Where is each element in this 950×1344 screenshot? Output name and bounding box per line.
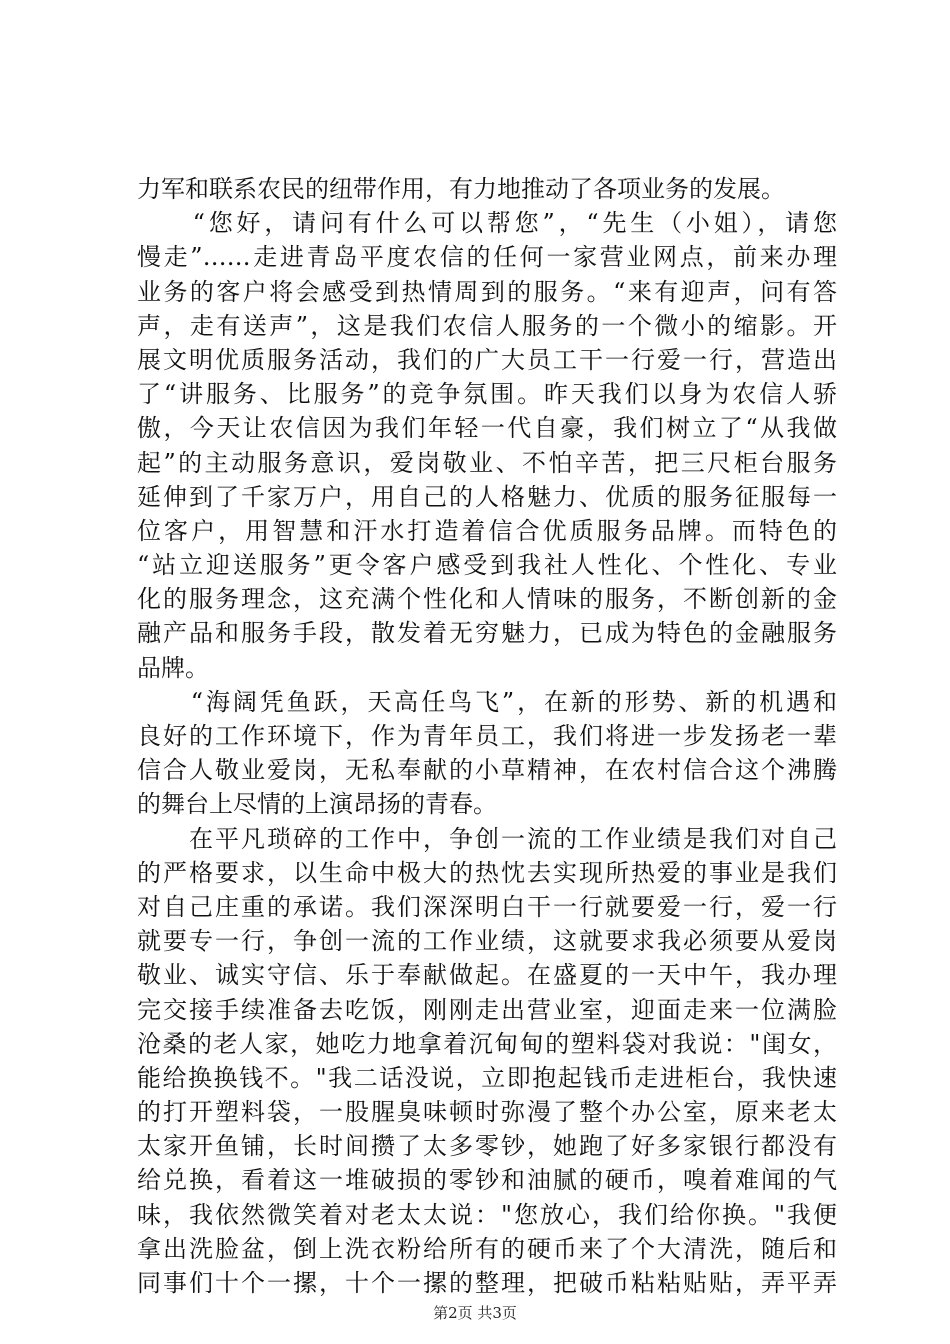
text-line: 拿出洗脸盆，倒上洗衣粉给所有的硬币来了个大清洗，随后和 <box>137 1234 837 1263</box>
text-line: 信合人敬业爱岗，无私奉献的小草精神，在农村信合这个沸腾 <box>137 756 837 785</box>
text-line: 对自己庄重的承诺。我们深深明白干一行就要爱一行，爱一行 <box>137 892 837 921</box>
text-line: 化的服务理念，这充满个性化和人情味的服务，不断创新的金 <box>137 585 837 614</box>
text-line: 的舞台上尽情的上演昂扬的青春。 <box>137 790 497 819</box>
text-line: 品牌。 <box>137 653 209 682</box>
text-line: 能给换换钱不。"我二话没说，立即抱起钱币走进柜台，我快速 <box>137 1063 837 1092</box>
text-line: 业务的客户将会感受到热情周到的服务。“来有迎声，问有答 <box>137 277 837 306</box>
text-line: 在平凡琐碎的工作中，争创一流的工作业绩是我们对自己 <box>137 824 837 853</box>
text-line: 味，我依然微笑着对老太太说："您放心，我们给你换。"我便 <box>137 1200 837 1229</box>
document-body <box>137 172 837 1300</box>
text-line: 的打开塑料袋，一股腥臭味顿时弥漫了整个办公室，原来老太 <box>137 1098 837 1127</box>
text-line: “海阔凭鱼跃，天高任鸟飞”，在新的形势、新的机遇和 <box>137 687 837 716</box>
text-line: 同事们十个一摞，十个一摞的整理，把破币粘粘贴贴，弄平弄 <box>137 1269 837 1297</box>
text-line: 敬业、诚实守信、乐于奉献做起。在盛夏的一天中午，我办理 <box>137 961 837 990</box>
text-line: 起”的主动服务意识，爱岗敬业、不怕辛苦，把三尺柜台服务 <box>137 448 837 477</box>
text-line: 慢走”……走进青岛平度农信的任何一家营业网点，前来办理 <box>137 243 837 272</box>
text-line: 力军和联系农民的纽带作用，有力地推动了各项业务的发展。 <box>137 175 785 203</box>
text-line: 太家开鱼铺，长时间攒了太多零钞，她跑了好多家银行都没有 <box>137 1132 837 1161</box>
text-line: 了“讲服务、比服务”的竞争氛围。昨天我们以身为农信人骄 <box>137 380 837 409</box>
text-line: 展文明优质服务活动，我们的广大员工干一行爱一行，营造出 <box>137 345 837 374</box>
text-line: 完交接手续准备去吃饭，刚刚走出营业室，迎面走来一位满脸 <box>137 995 837 1024</box>
page-footer: 第2页 共3页 <box>433 1304 517 1322</box>
text-line: 沧桑的老人家，她吃力地拿着沉甸甸的塑料袋对我说："闺女， <box>137 1029 837 1058</box>
text-line: 声，走有送声”，这是我们农信人服务的一个微小的缩影。开 <box>137 311 837 340</box>
text-line: 给兑换，看着这一堆破损的零钞和油腻的硬币，嗅着难闻的气 <box>137 1166 837 1195</box>
text-line: 就要专一行，争创一流的工作业绩，这就要求我必须要从爱岗 <box>137 927 837 956</box>
text-line: 的严格要求，以生命中极大的热忱去实现所热爱的事业是我们 <box>137 858 837 887</box>
text-line: “站立迎送服务”更令客户感受到我社人性化、个性化、专业 <box>137 551 837 580</box>
text-line: 融产品和服务手段，散发着无穷魅力，已成为特色的金融服务 <box>137 619 837 648</box>
text-line: “您好，请问有什么可以帮您”，“先生（小姐），请您 <box>137 209 837 238</box>
text-line: 延伸到了千家万户，用自己的人格魅力、优质的服务征服每一 <box>137 482 837 511</box>
text-line: 良好的工作环境下，作为青年员工，我们将进一步发扬老一辈 <box>137 722 837 750</box>
text-line: 位客户，用智慧和汗水打造着信合优质服务品牌。而特色的 <box>137 516 837 545</box>
text-line: 傲，今天让农信因为我们年轻一代自豪，我们树立了“从我做 <box>137 414 837 443</box>
